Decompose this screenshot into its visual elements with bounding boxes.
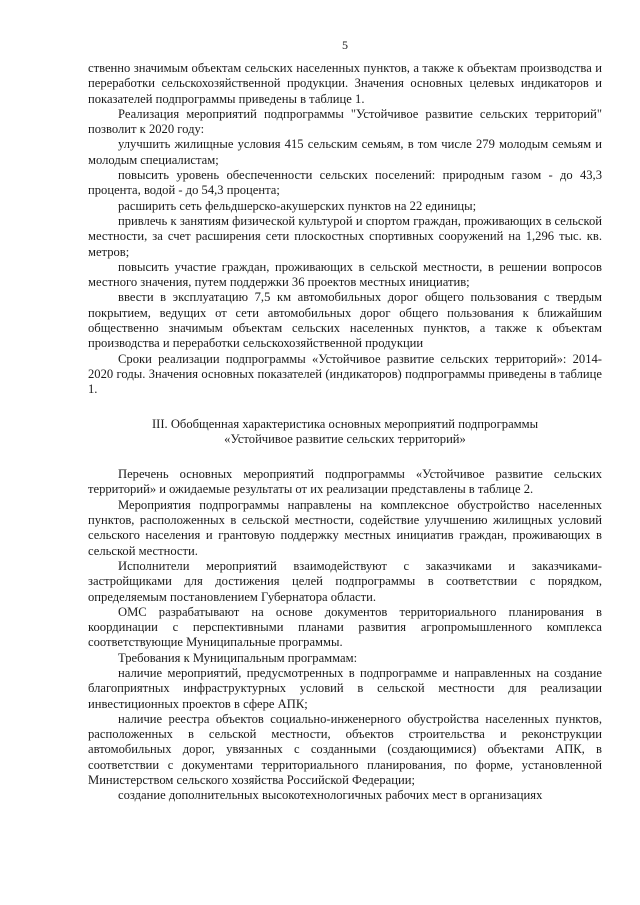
list-item: привлечь к занятиям физической культурой и спортом граждан, проживающих в сельской местности, за счет расширения сети плоскостных спортивных сооружений на 1,296 тыс. кв. метров;: [88, 213, 602, 259]
paragraph: Сроки реализации подпрограммы «Устойчивое развитие сельских территорий»: 2014-2020 годы. Значения основных показателей (индикаторов) подпрограммы приведены в таблице 1.: [88, 351, 602, 397]
paragraph: Реализация мероприятий подпрограммы "Устойчивое развитие сельских территорий" позволит к 2020 году:: [88, 106, 602, 137]
section-heading-line2: «Устойчивое развитие сельских территорий»: [224, 431, 466, 446]
list-item: наличие мероприятий, предусмотренных в подпрограмме и направленных на создание благоприятных инфраструктурных условий в сельской местности для реализации инвестиционных проектов в сфере АПК;: [88, 665, 602, 711]
list-item: ввести в эксплуатацию 7,5 км автомобильных дорог общего пользования с твердым покрытием, ведущих от сети автомобильных дорог общего пользования к ближайшим общественно значимым объектам сельских населенных пунктов, а также к объектам производства и переработки сельскохозяйственной продукции: [88, 290, 602, 351]
list-item: создание дополнительных высокотехнологичных рабочих мест в организациях: [118, 788, 543, 803]
list-item: наличие реестра объектов социально-инженерного обустройства населенных пунктов, расположенных в сельской местности, объектов строительства и реконструкции автомобильных дорог, увязанных с созданными (создающимися) объектами АПК, в соответствии с документами территориального планирования, по форме, установленной Министерством сельского хозяйства Российской Федерации;: [88, 711, 602, 788]
list-item: расширить сеть фельдшерско-акушерских пунктов на 22 единицы;: [118, 198, 477, 213]
paragraph: Требования к Муниципальным программам:: [118, 650, 358, 665]
paragraph: ОМС разрабатывают на основе документов территориального планирования в координации с перспективными планами развития агропромышленного комплекса соответствующие Муниципальные программы.: [88, 604, 602, 650]
paragraph: Исполнители мероприятий взаимодействуют с заказчиками и заказчиками-застройщиками для достижения целей подпрограммы в соответствии с порядком, определяемым постановлением Губернатора области.: [88, 558, 602, 604]
list-item: повысить участие граждан, проживающих в сельской местности, в решении вопросов местного значения, путем поддержки 36 проектов местных инициатив;: [88, 259, 602, 290]
paragraph: Перечень основных мероприятий подпрограммы «Устойчивое развитие сельских территорий» и ожидаемые результаты от их реализации представлены в таблице 2.: [88, 467, 602, 497]
paragraph: ственно значимым объектам сельских населенных пунктов, а также к объектам производства и переработки сельскохозяйственной продукции. Значения основных целевых индикаторов и показателей подпрограммы приведены в таблице 1.: [88, 61, 602, 106]
paragraph: Мероприятия подпрограммы направлены на комплексное обустройство населенных пунктов, расположенных в сельской местности, содействие улучшению жилищных условий сельского населения и грантовую поддержку местных инициатив граждан, проживающих в сельской местности.: [88, 497, 602, 558]
section-heading-line1: III. Обобщенная характеристика основных мероприятий подпрограммы: [151, 416, 539, 431]
body-before-heading: [88, 61, 602, 398]
section-heading: [88, 417, 602, 448]
list-item: улучшить жилищные условия 415 сельским семьям, в том числе 279 молодым семьям и молодым специалистам;: [88, 137, 602, 167]
body-after-heading: [88, 467, 602, 804]
list-item: повысить уровень обеспеченности сельских поселений: природным газом - до 43,3 процента, водой - до 54,3 процента;: [88, 168, 602, 198]
page-number: 5: [342, 38, 348, 52]
